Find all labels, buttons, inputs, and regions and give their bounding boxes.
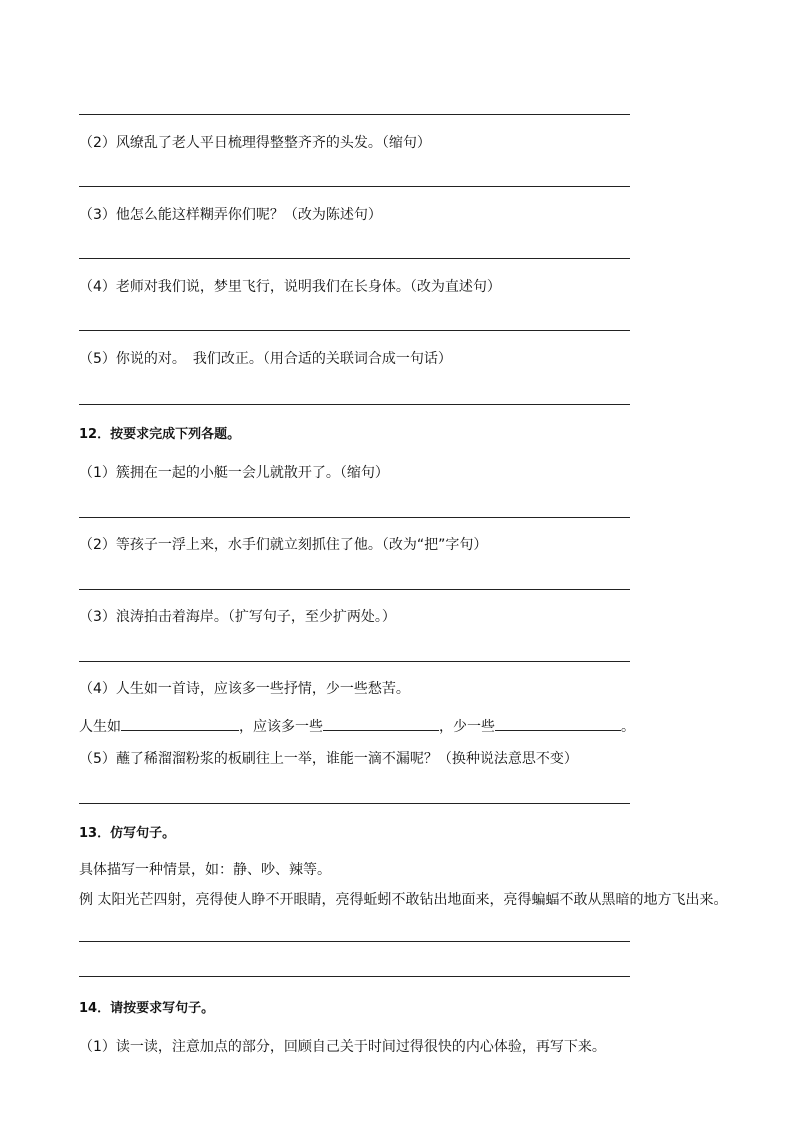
q13-instruction: 具体描写一种情景，如：静、吵、辣等。 [79, 862, 331, 878]
q12-item3: （3）浪涛拍击着海岸。（扩写句子，至少扩两处。） [79, 609, 396, 625]
answer-line[interactable] [79, 258, 630, 259]
answer-line[interactable] [79, 186, 630, 187]
answer-line[interactable] [79, 114, 630, 115]
q12-item5: （5）蘸了稀溜溜粉浆的板刷往上一举，谁能一滴不漏呢？（换种说法意思不变） [79, 751, 578, 767]
q13-example: 例 太阳光芒四射，亮得使人睁不开眼睛，亮得蚯蚓不敢钻出地面来，亮得蝙蝠不敢从黑暗的地方飞出来。 [79, 892, 728, 908]
q13-title: 13．仿写句子。 [79, 826, 176, 841]
answer-line[interactable] [79, 803, 630, 804]
answer-line[interactable] [79, 330, 630, 331]
q14-title: 14．请按要求写句子。 [79, 1001, 215, 1016]
q12-item1: （1）簇拥在一起的小艇一会儿就散开了。（缩句） [79, 465, 389, 481]
fill-text-end: 。 [621, 719, 635, 735]
q11-item2: （2）风缭乱了老人平日梳理得整整齐齐的头发。（缩句） [79, 135, 431, 151]
q11-item3: （3）他怎么能这样糊弄你们呢？（改为陈述句） [79, 207, 382, 223]
answer-line[interactable] [79, 404, 630, 405]
fill-text-1: 人生如 [79, 719, 121, 735]
q12-item4-fill [79, 716, 635, 736]
fill-blank-2[interactable] [323, 716, 439, 731]
answer-line[interactable] [79, 589, 630, 590]
answer-line[interactable] [79, 661, 630, 662]
fill-blank-1[interactable] [121, 716, 239, 731]
q14-item1: （1）读一读，注意加点的部分，回顾自己关于时间过得很快的内心体验，再写下来。 [79, 1039, 606, 1055]
q11-item4: （4）老师对我们说，梦里飞行，说明我们在长身体。（改为直述句） [79, 279, 501, 295]
fill-blank-3[interactable] [495, 716, 621, 731]
q12-item4: （4）人生如一首诗，应该多一些抒情，少一些愁苦。 [79, 681, 410, 697]
fill-text-2: ，应该多一些 [239, 719, 323, 735]
q11-item5: （5）你说的对。 我们改正。（用合适的关联词合成一句话） [79, 351, 452, 367]
answer-line[interactable] [79, 976, 630, 977]
answer-line[interactable] [79, 517, 630, 518]
q12-item2: （2）等孩子一浮上来，水手们就立刻抓住了他。（改为“把”字句） [79, 537, 488, 553]
q12-title: 12．按要求完成下列各题。 [79, 427, 241, 442]
answer-line[interactable] [79, 941, 630, 942]
fill-text-3: ，少一些 [439, 719, 495, 735]
